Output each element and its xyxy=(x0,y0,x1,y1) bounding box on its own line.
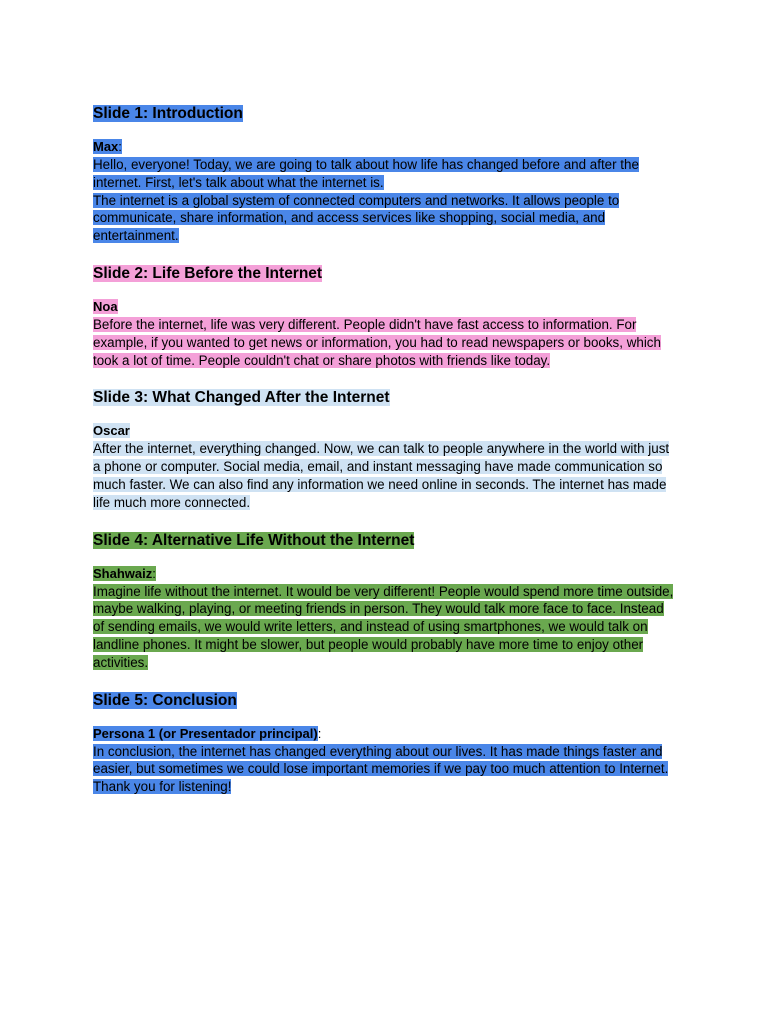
slide-5-paragraph-1 xyxy=(93,743,675,796)
slide-3-paragraph-1 xyxy=(93,440,675,511)
slide-4-speaker-colon: : xyxy=(152,565,156,581)
slide-1-speaker xyxy=(93,138,675,156)
slide-2-speaker-name: Noa xyxy=(93,298,118,314)
slide-3-speaker-name: Oscar xyxy=(93,423,130,439)
slide-1-paragraph-2-text: The internet is a global system of connected computers and networks. It allows people to communicate, share information, and access services like shopping, social media, and entertainment. xyxy=(93,192,620,244)
slide-3-heading xyxy=(93,387,675,408)
slide-4-heading xyxy=(93,530,675,551)
slide-1-paragraph-1-text: Hello, everyone! Today, we are going to talk about how life has changed before and after the internet. First, let's talk about what the internet is. xyxy=(93,157,639,190)
slide-1-heading xyxy=(93,103,675,124)
slide-5-speaker xyxy=(93,725,675,743)
slide-3-speaker xyxy=(93,422,675,440)
slide-1-speaker-colon: : xyxy=(118,139,122,154)
slide-2-paragraph-1 xyxy=(93,316,675,369)
slide-2-heading-text: Slide 2: Life Before the Internet xyxy=(93,264,323,282)
slide-3-heading-text: Slide 3: What Changed After the Internet xyxy=(93,389,390,407)
slide-4-speaker xyxy=(93,565,675,583)
slide-5-heading xyxy=(93,690,675,711)
slide-4-heading-text: Slide 4: Alternative Life Without the Internet xyxy=(93,531,415,549)
slide-4-paragraph-1 xyxy=(93,583,675,672)
slide-5-heading-text: Slide 5: Conclusion xyxy=(93,691,237,709)
slide-5-section xyxy=(93,690,675,796)
document-page xyxy=(93,103,675,796)
slide-2-section xyxy=(93,263,675,369)
slide-5-speaker-name: Persona 1 (or Presentador principal) xyxy=(93,725,318,741)
slide-4-paragraph-1-text: Imagine life without the internet. It would be very different! People would spend more time outside, maybe walking, playing, or meeting friends in person. They would talk more face to face. Instead of sending emails, we would write letters, and instead of using smartphones, we would talk on landline phones. It might be slower, but people would probably have more time to enjoy other activities. xyxy=(93,583,674,670)
slide-1-paragraph-1 xyxy=(93,156,675,192)
slide-4-speaker-name: Shahwaiz xyxy=(93,565,153,581)
slide-1-section xyxy=(93,103,675,245)
slide-1-paragraph-2 xyxy=(93,192,675,245)
slide-5-paragraph-1-text: In conclusion, the internet has changed everything about our lives. It has made things faster and easier, but sometimes we could lose important memories if we pay too much attention to Internet. Thank you for listening! xyxy=(93,743,669,795)
slide-5-speaker-colon: : xyxy=(317,725,322,741)
slide-1-speaker-name: Max xyxy=(93,139,119,154)
slide-2-heading xyxy=(93,263,675,284)
slide-3-paragraph-1-text: After the internet, everything changed. Now, we can talk to people anywhere in the world with just a phone or computer. Social media, email, and instant messaging have made communication so much faster. We can also find any information we need online in seconds. The internet has made life much more connected. xyxy=(93,441,670,510)
slide-3-section xyxy=(93,387,675,511)
slide-4-section xyxy=(93,530,675,672)
slide-2-speaker xyxy=(93,298,675,316)
slide-1-heading-text: Slide 1: Introduction xyxy=(93,105,243,122)
slide-2-paragraph-1-text: Before the internet, life was very different. People didn't have fast access to information. For example, if you wanted to get news or information, you had to read newspapers or books, which took a lot of time. People couldn't chat or share photos with friends like today. xyxy=(93,316,661,368)
